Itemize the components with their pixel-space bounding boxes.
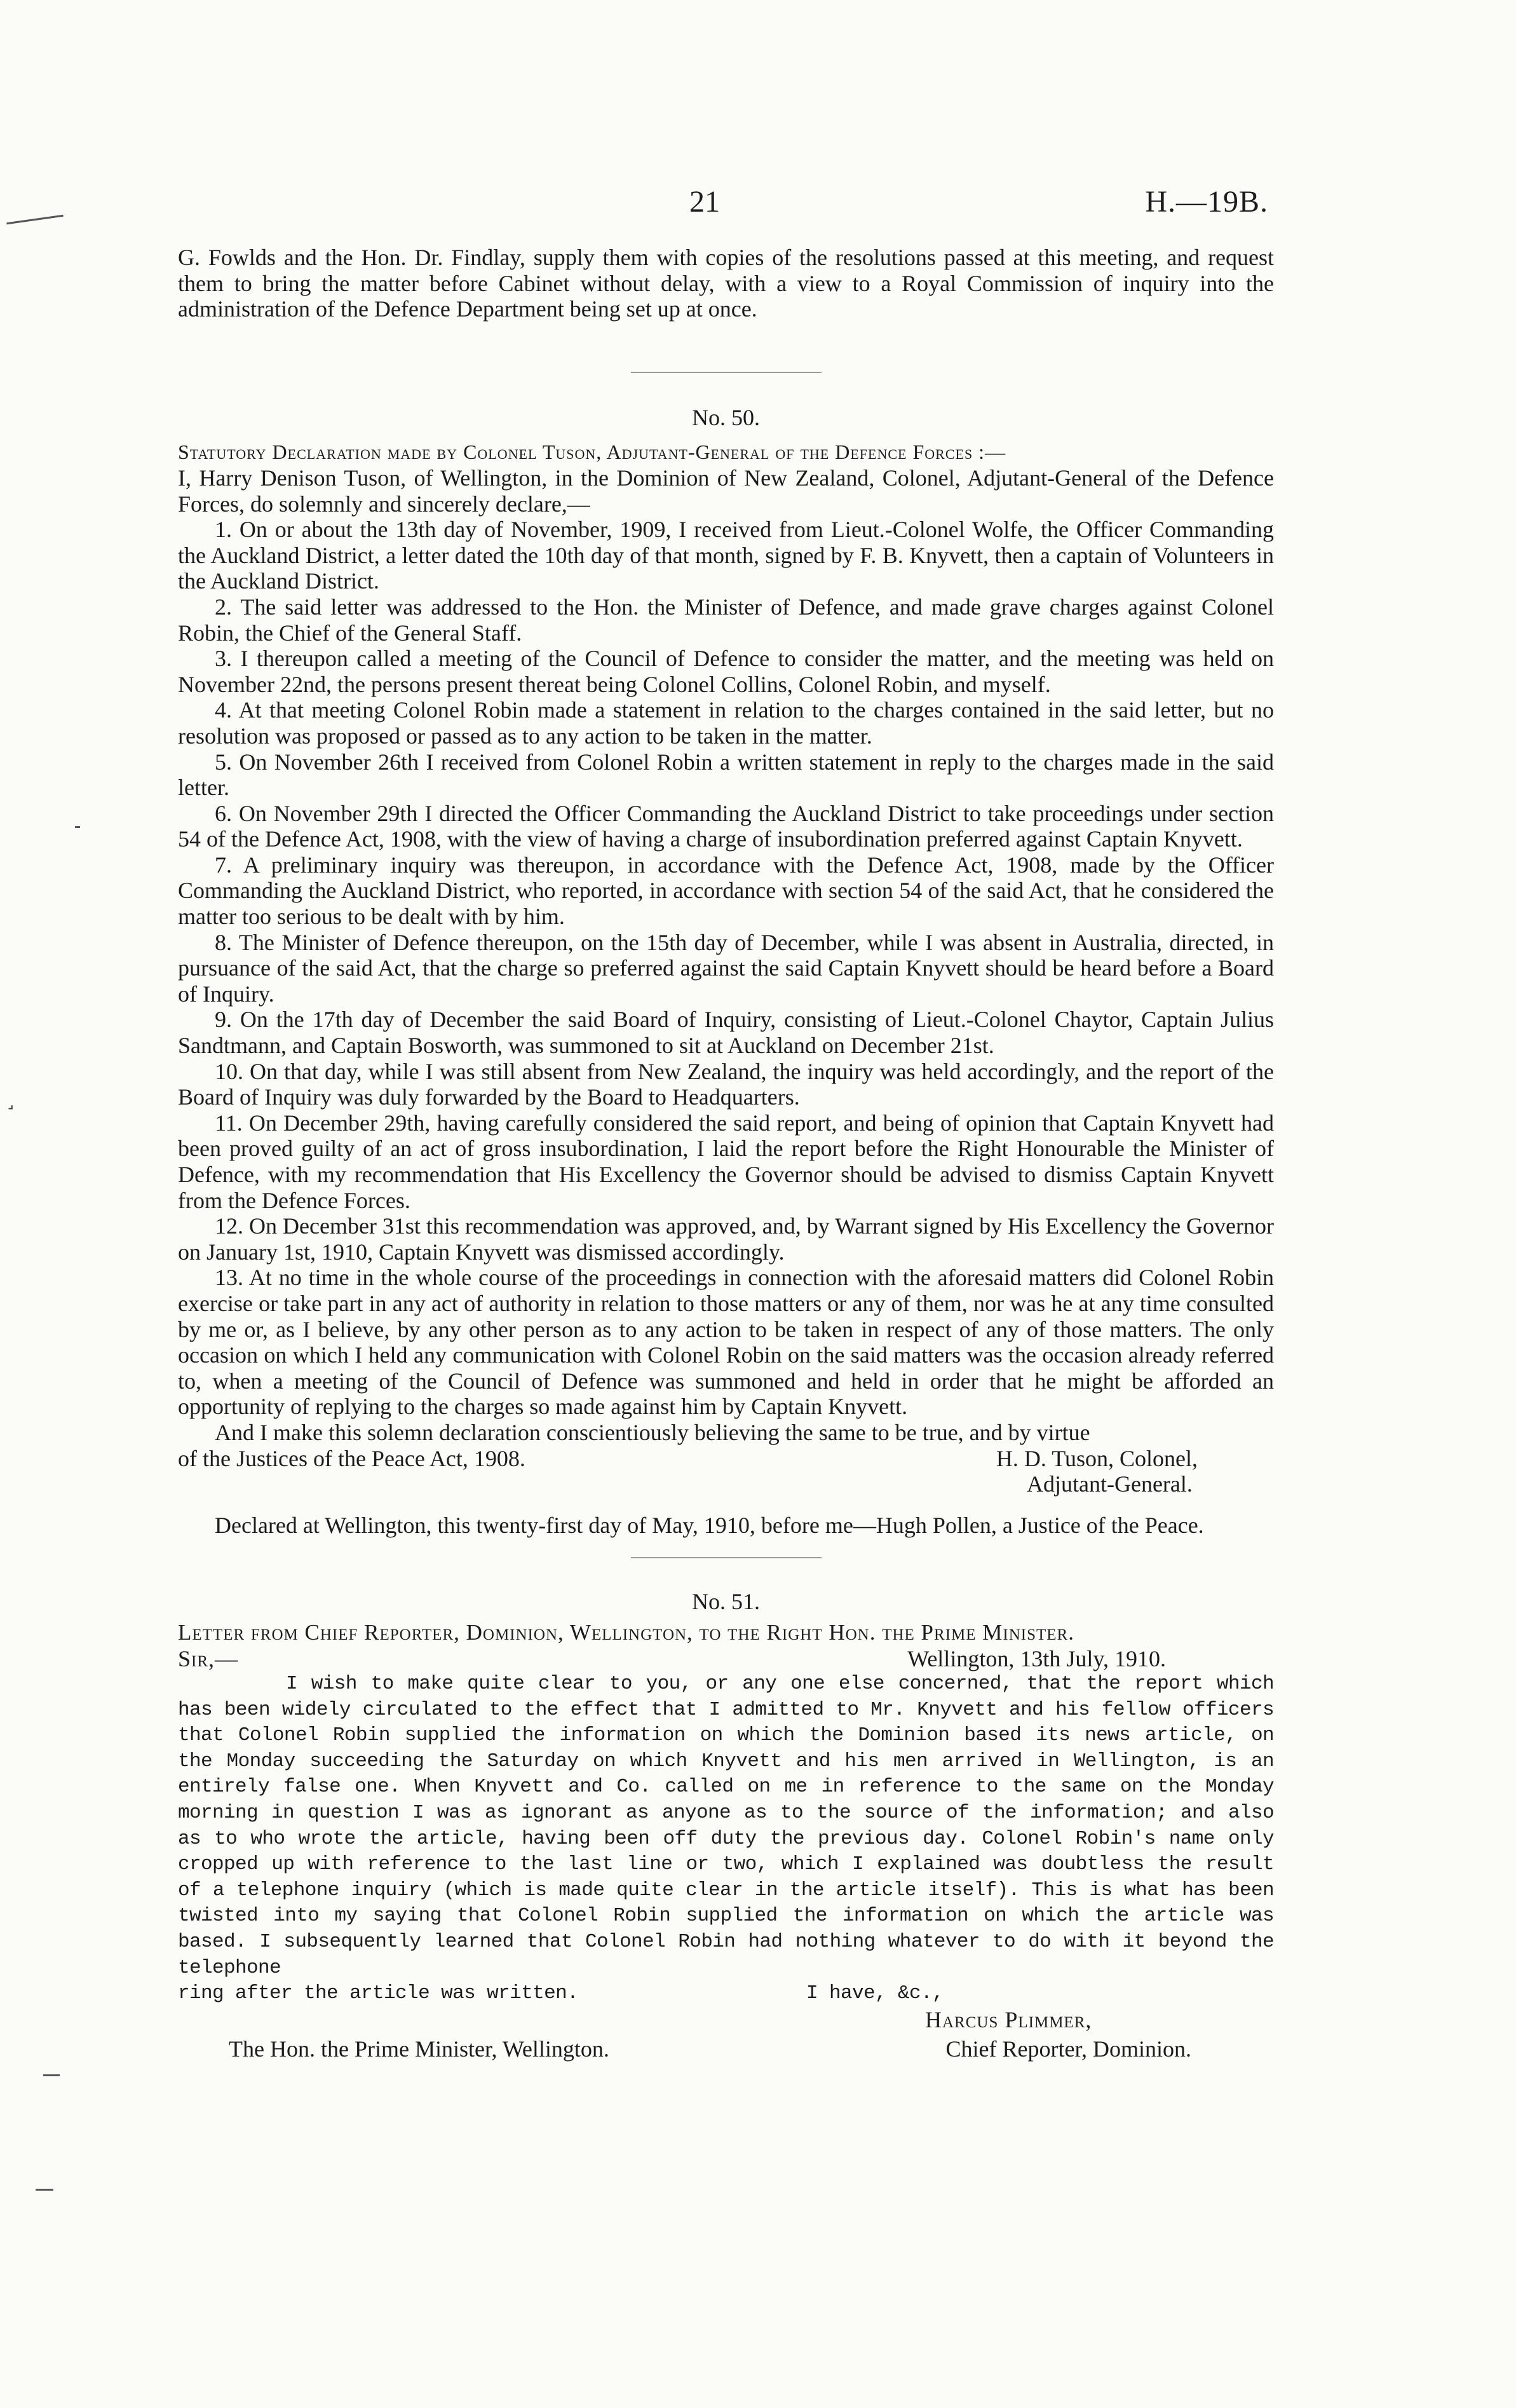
no50-number: No. 50. bbox=[692, 404, 760, 430]
document-reference: H.—19B. bbox=[1145, 185, 1268, 219]
page-number: 21 bbox=[689, 185, 720, 219]
no50-closing-line2: of the Justices of the Peace Act, 1908. bbox=[178, 1445, 525, 1471]
no51-regards-row bbox=[178, 1981, 1274, 2007]
no51-signature-title: Chief Reporter, Dominion. bbox=[945, 2036, 1191, 2062]
no50-signature-name: H. D. Tuson, Colonel, bbox=[996, 1445, 1198, 1471]
document-body bbox=[178, 245, 1274, 2062]
margin-mark bbox=[43, 2074, 60, 2076]
declaration-item: 8. The Minister of Defence thereupon, on the 15th day of December, while I was absent in Australia, directed, in pursuance of the said Act, that the charge so preferred against the said Captain Knyvett should be heard before a Board of Inquiry. bbox=[178, 929, 1274, 1007]
declaration-item: 10. On that day, while I was still absent from New Zealand, the inquiry was held accordingly, and the report of the Board of Inquiry was duly forwarded by the Board to Headquarters. bbox=[178, 1058, 1274, 1110]
declaration-item: 6. On November 29th I directed the Officer Commanding the Auckland District to take proceedings under section 54 of the Defence Act, 1908, with the view of having a charge of insubordination preferred against Captain Knyvett. bbox=[178, 800, 1274, 852]
declaration-item: 9. On the 17th day of December the said Board of Inquiry, consisting of Lieut.-Colonel Chaytor, Captain Julius Sandtmann, and Captain Bosworth, was summoned to sit at Auckland on December 21st. bbox=[178, 1007, 1274, 1059]
no50-signature-title: Adjutant-General. bbox=[1027, 1471, 1193, 1497]
no51-salutation: Sir,— bbox=[178, 1645, 239, 1671]
no50-opening: I, Harry Denison Tuson, of Wellington, in the Dominion of New Zealand, Colonel, Adjutant-General of the Defence Forces, do solemnly and sincerely declare,— bbox=[178, 465, 1274, 517]
no50-heading: Statutory Declaration made by Colonel Tuson, Adjutant-General of the Defence Forces :— bbox=[178, 440, 1006, 464]
declaration-item: 11. On December 29th, having carefully considered the said report, and being of opinion that Captain Knyvett had been proved guilty of an act of gross insubordination, I laid the report before the Right Honourable the Minister of Defence, with my recommendation that His Excellency the Governor should be advised to dismiss Captain Knyvett from the Defence Forces. bbox=[178, 1110, 1274, 1213]
no50-closing-row bbox=[178, 1446, 1274, 1472]
no51-signature-name: Harcus Plimmer, bbox=[925, 2006, 1092, 2032]
declaration-item: 3. I thereupon called a meeting of the Council of Defence to consider the matter, and the meeting was held on November 22nd, the persons present thereat being Colonel Collins, Colonel Robin, and myself. bbox=[178, 646, 1274, 697]
no51-body: I wish to make quite clear to you, or any one else concerned, that the report which has been widely circulated to the effect that I admitted to Mr. Knyvett and his fellow officers that Colonel Robin supplied the information on which the Dominion based its news article, on the Monday succeeding the Saturday on which Knyvett and his men arrived in Wellington, is an entirely false one. When Knyvett and Co. called on me in reference to the same on the Monday morning in question I was as ignorant as anyone as to the source of the information; and also as to who wrote the article, having been off duty the previous day. Colonel Robin's name only cropped up with reference to the last line or two, which I explained was doubtless the result of a telephone inquiry (which is made quite clear in the article itself). This is what has been twisted into my saying that Colonel Robin supplied the information on which the article was based. I subsequently learned that Colonel Robin had nothing whatever to do with it beyond the telephone bbox=[178, 1673, 1274, 1979]
no50-items bbox=[178, 517, 1274, 1420]
declaration-item: 5. On November 26th I received from Colonel Robin a written statement in reply to the charges made in the said letter. bbox=[178, 749, 1274, 801]
no51-last-line: ring after the article was written. bbox=[178, 1982, 579, 2005]
no50-closing-line1: And I make this solemn declaration conscientiously believing the same to be true, and by virtue bbox=[215, 1419, 1090, 1445]
margin-mark bbox=[75, 826, 80, 828]
declaration-item: 4. At that meeting Colonel Robin made a statement in relation to the charges contained in the said letter, but no resolution was proposed or passed as to any action to be taken in the matter. bbox=[178, 697, 1274, 749]
no51-addressee: The Hon. the Prime Minister, Wellington. bbox=[229, 2036, 609, 2062]
page-header bbox=[0, 184, 1516, 229]
declaration-item: 1. On or about the 13th day of November, 1909, I received from Lieut.-Colonel Wolfe, the Officer Commanding the Auckland District, a letter dated the 10th day of that month, signed by F. B. Knyvett, then a captain of Volunteers in the Auckland District. bbox=[178, 517, 1274, 594]
margin-mark: ˼ bbox=[6, 1081, 15, 1110]
declaration-item: 12. On December 31st this recommendation was approved, and, by Warrant signed by His Excellency the Governor on January 1st, 1910, Captain Knyvett was dismissed accordingly. bbox=[178, 1213, 1274, 1265]
no51-regards: I have, &c., bbox=[806, 1982, 944, 2005]
declaration-item: 13. At no time in the whole course of the proceedings in connection with the aforesaid matters did Colonel Robin exercise or take part in any act of authority in relation to those matters or any of them, nor was he at any time consulted by me or, as I believe, by any other person as to any action to be taken in respect of any of those matters. The only occasion on which I held any communication with Colonel Robin on the said matters was the occasion already referred to, when a meeting of the Council of Defence was summoned and held in order that he might be afforded an opportunity of replying to the charges so made against him by Captain Knyvett. bbox=[178, 1265, 1274, 1420]
declaration-item: 7. A preliminary inquiry was thereupon, in accordance with the Defence Act, 1908, made by the Officer Commanding the Auckland District, who reported, in accordance with section 54 of the said Act, that he considered the matter too serious to be dealt with by him. bbox=[178, 852, 1274, 930]
no51-number: No. 51. bbox=[692, 1589, 760, 1615]
no51-salutation-row bbox=[178, 1646, 1274, 1672]
no51-heading: Letter from Chief Reporter, Dominion, Wellington, to the Right Hon. the Prime Minister. bbox=[178, 1619, 1074, 1645]
margin-mark bbox=[36, 2189, 53, 2191]
no51-date: Wellington, 13th July, 1910. bbox=[907, 1645, 1166, 1671]
declaration-item: 2. The said letter was addressed to the Hon. the Minister of Defence, and made grave charges against Colonel Robin, the Chief of the General Staff. bbox=[178, 594, 1274, 646]
intro-paragraph: G. Fowlds and the Hon. Dr. Findlay, supply them with copies of the resolutions passed at this meeting, and request them to bring the matter before Cabinet without delay, with a view to a Royal Commission of inquiry into the administration of the Defence Department being set up at once. bbox=[178, 245, 1274, 322]
no50-declared: Declared at Wellington, this twenty-first day of May, 1910, before me—Hugh Pollen, a Justice of the Peace. bbox=[215, 1512, 1204, 1538]
no51-closing-row bbox=[178, 2036, 1274, 2062]
